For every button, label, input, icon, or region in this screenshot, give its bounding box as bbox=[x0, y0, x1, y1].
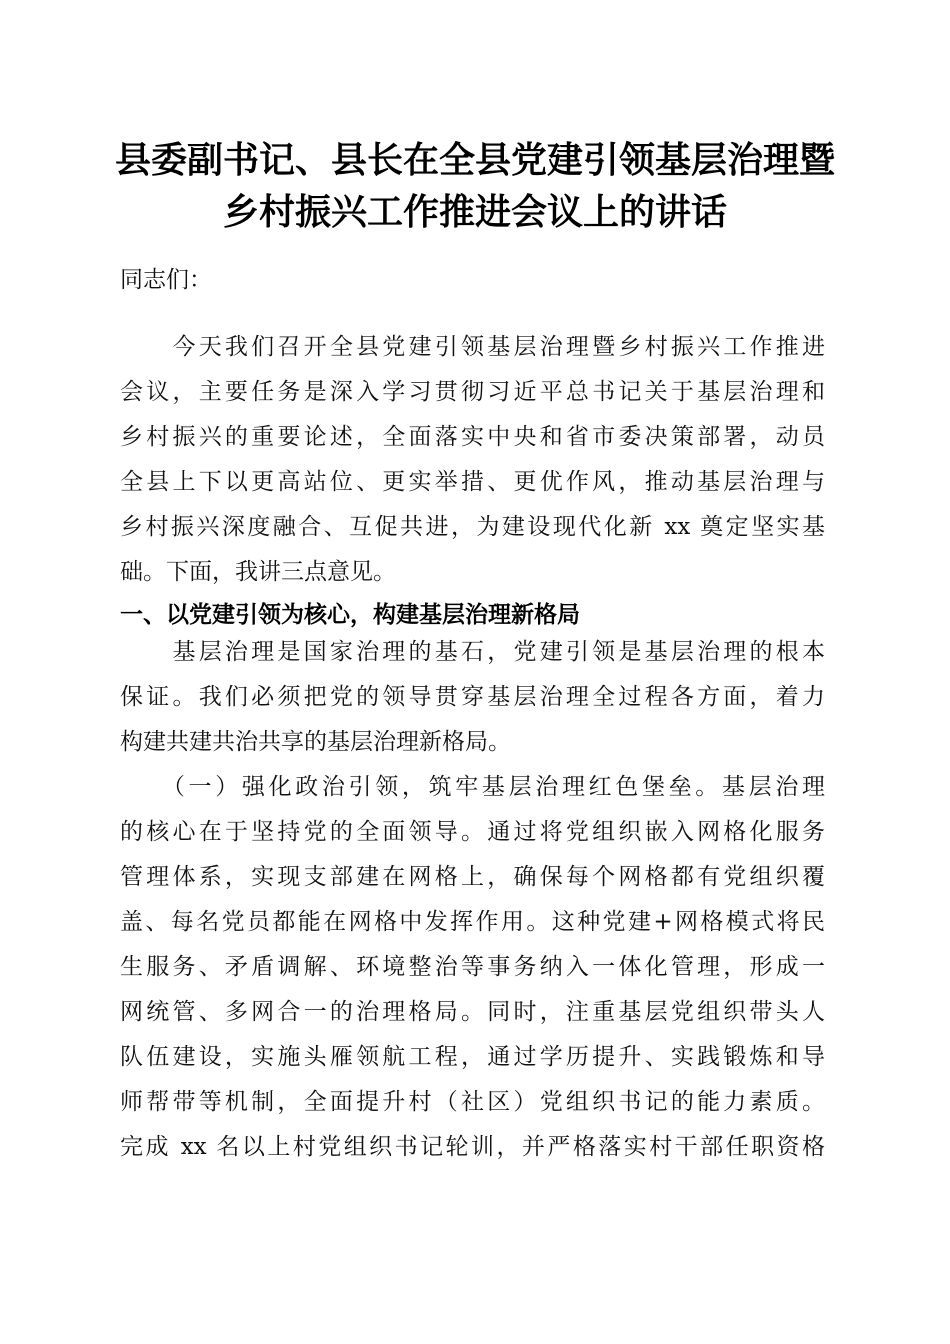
paragraph-line: 队伍建设，实施头雁领航工程，通过学历提升、实践锻炼和导 bbox=[120, 1044, 825, 1070]
paragraph-line: 乡村振兴深度融合、互促共进，为建设现代化新 xx 奠定坚实基 bbox=[120, 514, 825, 540]
paragraph-line: 完成 xx 名以上村党组织书记轮训，并严格落实村干部任职资格 bbox=[120, 1134, 825, 1160]
paragraph-line: 师帮带等机制，全面提升村（社区）党组织书记的能力素质。 bbox=[120, 1089, 825, 1115]
paragraph-line: 会议，主要任务是深入学习贯彻习近平总书记关于基层治理和 bbox=[120, 379, 825, 405]
paragraph-line: 今天我们召开全县党建引领基层治理暨乡村振兴工作推进 bbox=[120, 334, 825, 360]
paragraph-line: 保证。我们必须把党的领导贯穿基层治理全过程各方面，着力 bbox=[120, 684, 825, 710]
paragraph-line: 的核心在于坚持党的全面领导。通过将党组织嵌入网格化服务 bbox=[120, 819, 825, 845]
paragraph-line: 基层治理是国家治理的基石，党建引领是基层治理的根本 bbox=[120, 639, 825, 665]
paragraph-line: 乡村振兴的重要论述，全面落实中央和省市委决策部署，动员 bbox=[120, 424, 825, 450]
paragraph-line: 全县上下以更高站位、更实举措、更优作风，推动基层治理与 bbox=[120, 469, 825, 495]
paragraph-line: 础。下面，我讲三点意见。 bbox=[120, 559, 396, 585]
paragraph-line: 管理体系，实现支部建在网格上，确保每个网格都有党组织覆 bbox=[120, 864, 825, 890]
paragraph-line: 生服务、矛盾调解、环境整治等事务纳入一体化管理，形成一 bbox=[120, 954, 825, 980]
greeting-text: 同志们： bbox=[120, 267, 212, 293]
paragraph-line: 网统管、多网合一的治理格局。同时，注重基层党组织带头人 bbox=[120, 999, 825, 1025]
paragraph-intro bbox=[120, 325, 825, 595]
document-title-line-1: 县委副书记、县长在全县党建引领基层治理暨 bbox=[114, 139, 835, 181]
paragraph-subsection-1 bbox=[120, 765, 825, 1170]
paragraph-line: （一）强化政治引领，筑牢基层治理红色堡垒。基层治理 bbox=[120, 774, 825, 800]
document-title-line-2: 乡村振兴工作推进会议上的讲话 bbox=[222, 191, 727, 233]
paragraph-section-1-intro bbox=[120, 630, 825, 765]
paragraph-line: 构建共建共治共享的基层治理新格局。 bbox=[120, 729, 511, 755]
section-heading-text: 一、以党建引领为核心，构建基层治理新格局 bbox=[120, 602, 580, 628]
paragraph-line: 盖、每名党员都能在网格中发挥作用。这种党建+网格模式将民 bbox=[120, 909, 825, 935]
greeting bbox=[120, 258, 825, 303]
